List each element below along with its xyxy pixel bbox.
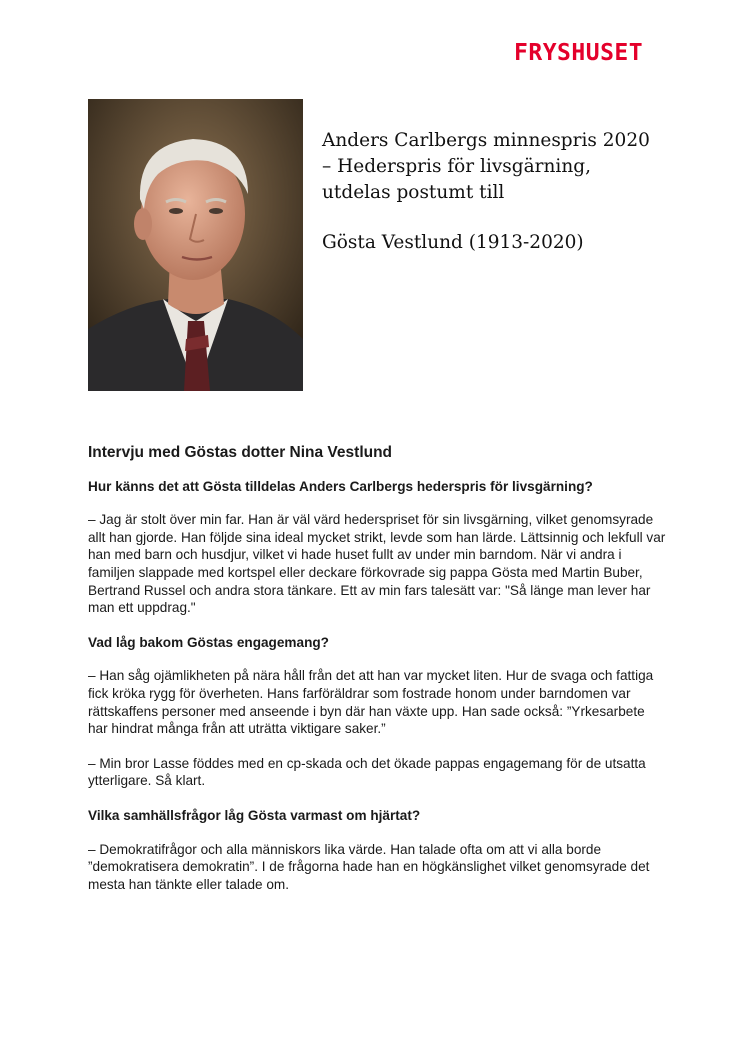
fryshuset-logo: FRYSHUSET: [514, 40, 644, 66]
portrait-photo: [88, 99, 303, 391]
headline-line-3: utdelas postumt till: [322, 182, 505, 203]
headline-line-1: Anders Carlbergs minnespris 2020: [322, 130, 650, 151]
headline-line-2: – Hederspris för livsgärning,: [322, 156, 591, 177]
honoree-name: Gösta Vestlund (1913-2020): [322, 232, 584, 253]
answer-3: – Demokratifrågor och alla människors lika värde. Han talade ofta om att vi alla borde ”demokratisera demokratin”. I de frågorna hade han en högkänslighet vilket genomsyrade det mesta han tänkte eller talade om.: [88, 841, 650, 892]
headline: [322, 128, 682, 256]
answer-1: – Jag är stolt över min far. Han är väl värd hederspriset för sin livsgärning, vilket genomsyrade allt han gjorde. Han följde sina ideal mycket strikt, levde som han lärde. Lättsinnig och lekfull var han med barn och husdjur, vilket vi hade huset fullt av under min barndom. När vi andra i familjen slappade med kortspel eller deckare förkovrade sig pappa Gösta med Martin Buber, Bertrand Russel och andra stora tänkare. Ett av min fars talesätt var: "Så länge man lever har man ett uppdrag.": [88, 512, 666, 616]
answer-2b: – Min bror Lasse föddes med en cp-skada och det ökade pappas engagemang för de utsatta ytterligare. Så klart.: [88, 755, 646, 789]
answer-2: – Han såg ojämlikheten på nära håll från det att han var mycket liten. Hur de svaga och fattiga fick kröka rygg för överheten. Hans farföräldrar som fostrade honom under barndomen var rättskaffens personer med anseende i byn där han växte upp. Han sade också: ”Yrkesarbete har hindrat många från att uträtta viktigare saker.”: [88, 668, 654, 737]
interview-content: [88, 444, 668, 910]
interview-heading: Intervju med Göstas dotter Nina Vestlund: [88, 444, 393, 461]
question-2: Vad låg bakom Göstas engagemang?: [88, 634, 329, 650]
question-3: Vilka samhällsfrågor låg Gösta varmast om hjärtat?: [88, 807, 421, 823]
question-1: Hur känns det att Gösta tilldelas Anders Carlbergs hederspris för livsgärning?: [88, 478, 593, 494]
